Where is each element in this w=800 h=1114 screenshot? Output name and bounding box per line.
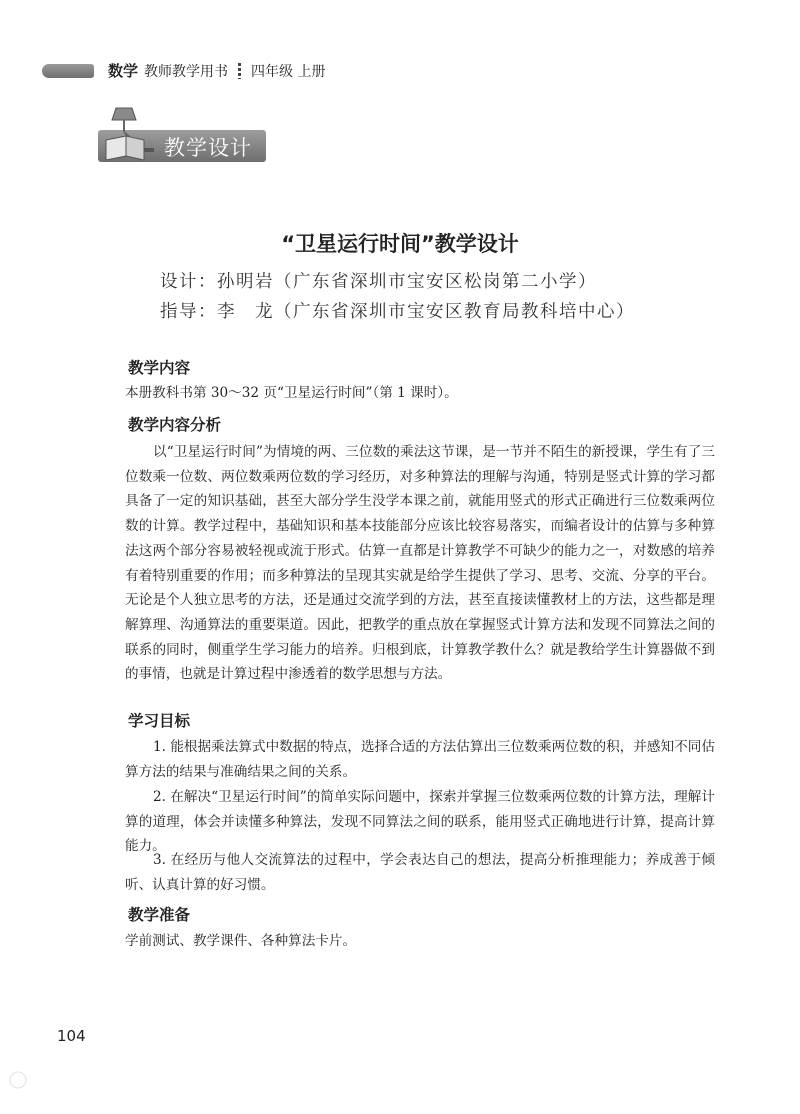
- goal-item-1: 1. 能根据乘法算式中数据的特点，选择合适的方法估算出三位数乘两位数的积，并感知不同估算方法的结果与准确结果之间的关系。: [125, 739, 715, 780]
- content-analysis-text: 以“卫星运行时间”为情境的两、三位数的乘法这节课，是一节并不陌生的新授课，学生有了三位数乘一位数、两位数乘两位数的学习经历，对多种算法的理解与沟通，特别是竖式计算的学习都具备了一定的知识基础，甚至大部分学生没学本课之前，就能用竖式的形式正确进行三位数乘两位数的计算。教学过程中，基础知识和基本技能部分应该比较容易落实，而编者设计的估算与多种算法这两个部分容易被轻视或流于形式。估算一直都是计算教学不可缺少的能力之一，对数感的培养有着特别重要的作用；而多种算法的呈现其实就是给学生提供了学习、思考、交流、分享的平台。无论是个人独立思考的方法，还是通过交流学到的方法，甚至直接读懂教材上的方法，这些都是理解算理、沟通算法的重要渠道。因此，把教学的重点放在掌握竖式计算方法和发现不同算法之间的联系的同时，侧重学生学习能力的培养。归根到底，计算教学教什么？就是教给学生计算器做不到的事情，也就是计算过程中渗透着的数学思想与方法。: [125, 444, 715, 683]
- designer-credit: 设计：孙明岩（广东省深圳市宝安区松岗第二小学）: [160, 272, 597, 292]
- heading-teaching-content: 教学内容: [128, 359, 191, 377]
- banner-title: 教学设计: [164, 136, 252, 160]
- header-book-title: 教师教学用书: [144, 64, 229, 80]
- advisor-credit: 指导：李 龙（广东省深圳市宝安区教育局教科培中心）: [160, 302, 635, 322]
- page-number: 104: [57, 1027, 86, 1045]
- goal-item-3: 3. 在经历与他人交流算法的过程中，学会表达自己的想法，提高分析推理能力；养成善于倾听、认真计算的好习惯。: [125, 852, 715, 893]
- corner-watermark: [8, 1070, 68, 1106]
- teaching-content-text: 本册教科书第 30～32 页“卫星运行时间”（第 1 课时）。: [125, 385, 458, 401]
- teaching-prep-text: 学前测试、教学课件、各种算法卡片。: [125, 933, 357, 949]
- heading-teaching-prep: 教学准备: [128, 906, 191, 924]
- header-tab-decoration: [42, 64, 94, 78]
- desk-lamp-book-icon: [102, 104, 162, 162]
- document-title: “卫星运行时间”教学设计: [281, 232, 519, 256]
- header-grade: 四年级 上册: [251, 64, 326, 80]
- heading-learning-goals: 学习目标: [128, 712, 191, 730]
- section-banner: [98, 104, 268, 162]
- running-header: [108, 60, 325, 81]
- goal-item-2: 2. 在解决“卫星运行时间”的简单实际问题中，探索并掌握三位数乘两位数的计算方法，理解计算的道理，体会并读懂多种算法，发现不同算法之间的联系，能用竖式正确地进行计算，提高计算能力。: [125, 789, 715, 855]
- header-divider: [238, 63, 241, 79]
- header-subject: 数学: [108, 62, 139, 80]
- heading-content-analysis: 教学内容分析: [128, 416, 222, 434]
